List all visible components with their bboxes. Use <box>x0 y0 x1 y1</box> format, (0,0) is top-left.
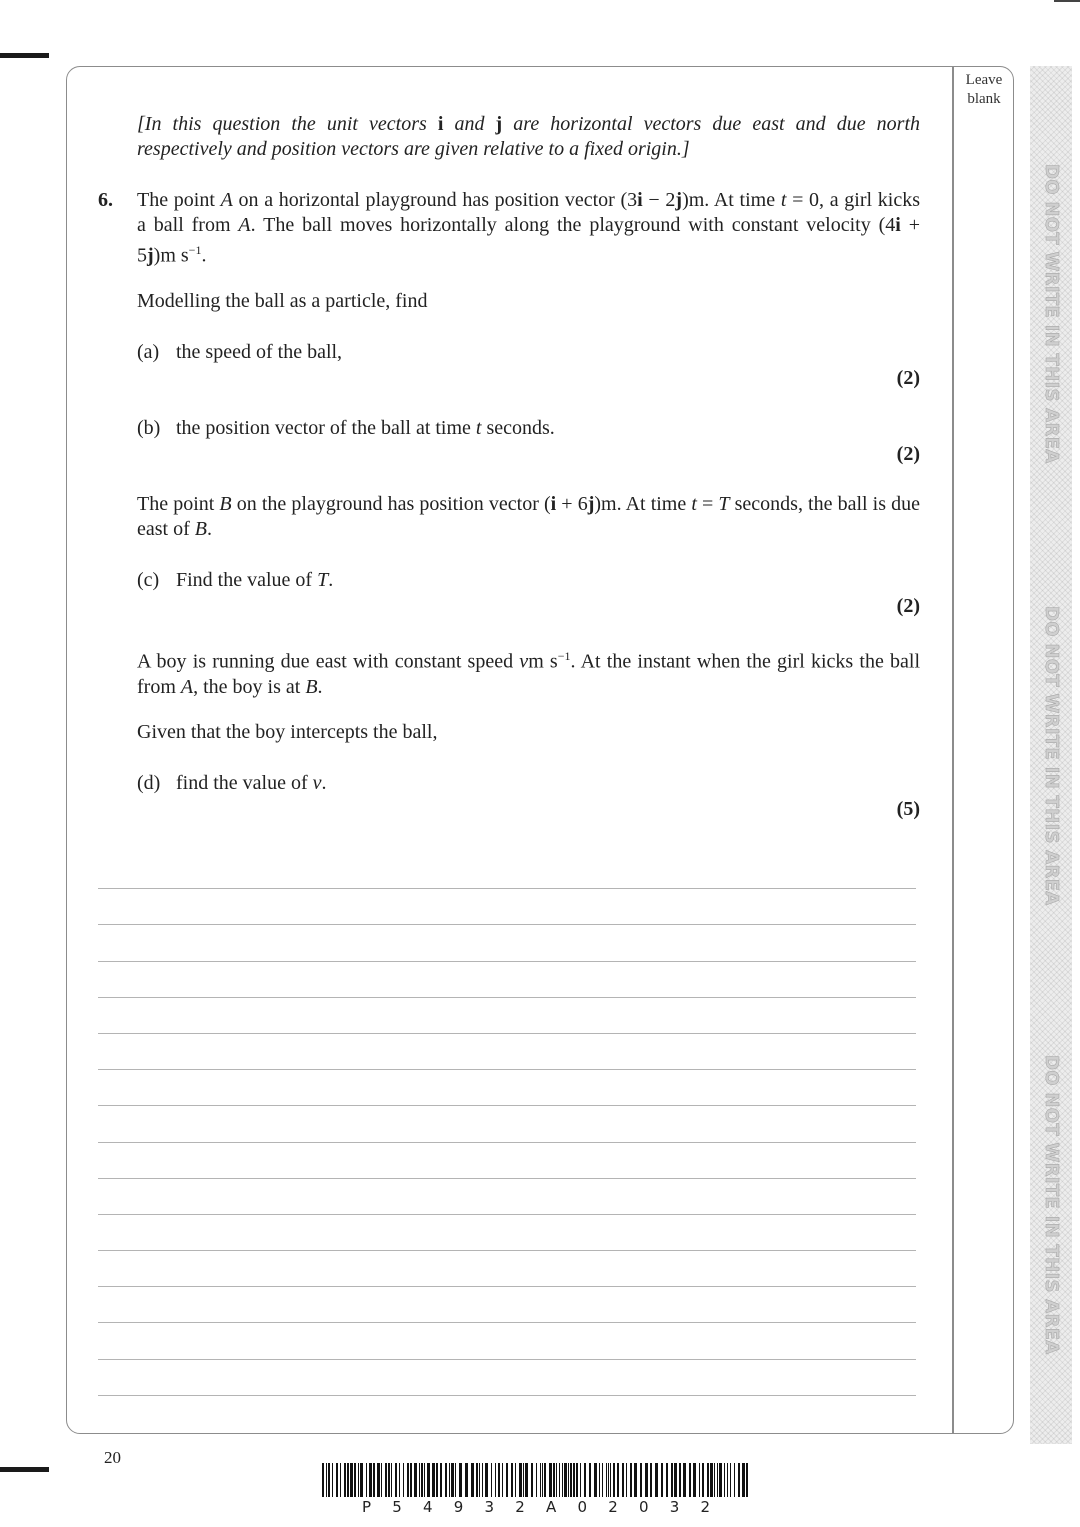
barcode-bar <box>719 1463 722 1497</box>
barcode-bar <box>568 1463 569 1497</box>
barcode-bar <box>724 1463 725 1497</box>
barcode-bar <box>674 1463 677 1497</box>
answer-line[interactable] <box>98 853 916 889</box>
barcode-bar <box>634 1463 637 1497</box>
barcode-bar <box>388 1463 390 1497</box>
do-not-write-warning-3: DO NOT WRITE IN THIS AREA <box>1041 1055 1062 1355</box>
barcode-bar <box>326 1463 327 1497</box>
barcode-bar <box>689 1463 691 1497</box>
barcode <box>322 1463 750 1497</box>
barcode-bar <box>573 1463 575 1497</box>
barcode-bar <box>622 1463 624 1497</box>
barcode-bar <box>542 1463 543 1497</box>
barcode-bar <box>414 1463 417 1497</box>
barcode-bar <box>564 1463 567 1497</box>
barcode-bar <box>602 1463 603 1497</box>
barcode-bar <box>502 1463 503 1497</box>
barcode-bar <box>485 1463 488 1497</box>
barcode-bar <box>608 1463 609 1497</box>
part-a: (a) the speed of the ball, <box>137 341 343 363</box>
barcode-bar <box>482 1463 483 1497</box>
barcode-bar <box>640 1463 642 1497</box>
barcode-bar <box>369 1463 372 1497</box>
barcode-bar <box>340 1463 341 1497</box>
barcode-bar <box>746 1463 748 1497</box>
barcode-bar <box>540 1463 541 1497</box>
barcode-bar <box>661 1463 663 1497</box>
barcode-bar <box>495 1463 496 1497</box>
barcode-bar <box>693 1463 696 1497</box>
barcode-bar <box>491 1463 492 1497</box>
barcode-bar <box>584 1463 586 1497</box>
answer-line[interactable] <box>98 1251 916 1287</box>
barcode-bar <box>544 1463 546 1497</box>
barcode-bar <box>536 1463 537 1497</box>
point-b-statement: The point B on the playground has position vector (i + 6j)m. At time t = T seconds, the ball is due east of B. <box>137 493 921 540</box>
barcode-bar <box>717 1463 718 1497</box>
barcode-bar <box>727 1463 728 1497</box>
barcode-bar <box>399 1463 400 1497</box>
barcode-bar <box>366 1463 367 1497</box>
barcode-bar <box>407 1463 409 1497</box>
barcode-bar <box>519 1463 522 1497</box>
barcode-bar <box>445 1463 447 1497</box>
barcode-bar <box>427 1463 430 1497</box>
barcode-bar <box>403 1463 404 1497</box>
barcode-bar <box>594 1463 597 1497</box>
barcode-bar <box>360 1463 363 1497</box>
barcode-bar <box>710 1463 713 1497</box>
answer-line[interactable] <box>98 1179 916 1215</box>
barcode-bar <box>610 1463 611 1497</box>
barcode-bar <box>336 1463 338 1497</box>
boy-statement: A boy is running due east with constant speed vm $s^{-1}$. At the instant when the girl kicks the ball from A, the boy is at B. <box>137 649 921 698</box>
answer-line[interactable] <box>98 962 916 998</box>
answer-line[interactable] <box>98 925 916 961</box>
marks-part-a: (2) <box>896 367 920 389</box>
barcode-bar <box>523 1463 524 1497</box>
barcode-bar <box>599 1463 600 1497</box>
barcode-bar <box>424 1463 425 1497</box>
barcode-bar <box>459 1463 462 1497</box>
answer-line[interactable] <box>98 998 916 1034</box>
barcode-bar <box>455 1463 456 1497</box>
barcode-bar <box>449 1463 450 1497</box>
part-d: (d) find the value of v. <box>137 772 327 794</box>
barcode-bar <box>515 1463 516 1497</box>
barcode-bar <box>666 1463 668 1497</box>
do-not-write-warning-1: DO NOT WRITE IN THIS AREA <box>1041 164 1062 464</box>
given-statement: Given that the boy intercepts the ball, <box>137 721 438 743</box>
part-c: (c) Find the value of T. <box>137 569 334 591</box>
barcode-bar <box>328 1463 330 1497</box>
barcode-bar <box>511 1463 513 1497</box>
barcode-bar <box>655 1463 658 1497</box>
barcode-bar <box>410 1463 412 1497</box>
barcode-bar <box>580 1463 581 1497</box>
barcode-bar <box>617 1463 619 1497</box>
barcode-bar <box>570 1463 572 1497</box>
barcode-bar <box>531 1463 533 1497</box>
barcode-bar <box>421 1463 423 1497</box>
barcode-bar <box>391 1463 392 1497</box>
barcode-bar <box>645 1463 648 1497</box>
leave-blank-label: Leave blank <box>965 72 1003 107</box>
barcode-bar <box>385 1463 387 1497</box>
barcode-bar <box>440 1463 442 1497</box>
barcode-bar <box>476 1463 478 1497</box>
answer-line[interactable] <box>98 1215 916 1251</box>
barcode-bar <box>702 1463 704 1497</box>
barcode-text: P 5 4 9 3 2 A 0 2 0 3 2 <box>362 1498 710 1516</box>
barcode-bar <box>679 1463 681 1497</box>
marks-part-b: (2) <box>896 443 920 465</box>
barcode-bar <box>671 1463 673 1497</box>
barcode-bar <box>606 1463 607 1497</box>
barcode-bar <box>734 1463 735 1497</box>
answer-line[interactable] <box>98 1034 916 1070</box>
barcode-bar <box>358 1463 359 1497</box>
barcode-bar <box>699 1463 700 1497</box>
barcode-bar <box>506 1463 508 1497</box>
question-stem: The point A on a horizontal playground has position vector (3i − 2j)m. At time t = 0, a girl kicks a ball from A. The ball moves horizontally along the playground with constant velocity (4i + 5j)m $s^{-1}$. <box>137 189 920 267</box>
answer-line[interactable] <box>98 1287 916 1323</box>
barcode-bar <box>742 1463 745 1497</box>
barcode-bar <box>738 1463 740 1497</box>
top-corner-rule <box>1054 0 1080 2</box>
barcode-bar <box>630 1463 632 1497</box>
barcode-bar <box>373 1463 375 1497</box>
barcode-bar <box>562 1463 563 1497</box>
barcode-bar <box>559 1463 560 1497</box>
answer-line[interactable] <box>98 1323 916 1359</box>
page-number: 20 <box>104 1448 121 1467</box>
barcode-bar <box>344 1463 346 1497</box>
part-b: (b) the position vector of the ball at time t seconds. <box>137 417 555 439</box>
barcode-bar <box>479 1463 480 1497</box>
barcode-bar <box>683 1463 686 1497</box>
modelling-instruction: Modelling the ball as a particle, find <box>137 290 428 312</box>
answer-line[interactable] <box>98 1143 916 1179</box>
barcode-bar <box>549 1463 552 1497</box>
barcode-bar <box>576 1463 578 1497</box>
barcode-bar <box>730 1463 731 1497</box>
barcode-bar <box>395 1463 397 1497</box>
barcode-bar <box>322 1463 324 1497</box>
barcode-bar <box>556 1463 557 1497</box>
barcode-bar <box>350 1463 353 1497</box>
margin-divider <box>952 67 954 1433</box>
barcode-bar <box>553 1463 555 1497</box>
barcode-bar <box>626 1463 627 1497</box>
barcode-bar <box>451 1463 454 1497</box>
answer-line[interactable] <box>98 1070 916 1106</box>
barcode-bar <box>347 1463 349 1497</box>
barcode-bar <box>525 1463 528 1497</box>
intro-note: [In this question the unit vectors i and j are horizontal vectors due east and due north respectively and position vectors are given relative to a fixed origin.] <box>137 113 920 160</box>
barcode-bar <box>381 1463 382 1497</box>
registration-mark-bottom <box>0 1467 49 1472</box>
marks-part-c: (2) <box>896 595 920 617</box>
barcode-bar <box>707 1463 709 1497</box>
question-number: 6. <box>98 189 113 211</box>
barcode-bar <box>354 1463 356 1497</box>
barcode-bar <box>377 1463 380 1497</box>
barcode-bar <box>432 1463 435 1497</box>
barcode-bar <box>498 1463 500 1497</box>
answer-line[interactable] <box>98 1106 916 1142</box>
barcode-bar <box>436 1463 438 1497</box>
barcode-bar <box>471 1463 474 1497</box>
barcode-bar <box>465 1463 468 1497</box>
barcode-bar <box>714 1463 715 1497</box>
barcode-bar <box>613 1463 615 1497</box>
answer-line[interactable] <box>98 1360 916 1396</box>
answer-lines[interactable] <box>98 853 916 1396</box>
registration-mark-top <box>0 53 49 58</box>
do-not-write-warning-2: DO NOT WRITE IN THIS AREA <box>1041 606 1062 906</box>
barcode-bar <box>650 1463 652 1497</box>
barcode-bar <box>589 1463 591 1497</box>
marks-part-d: (5) <box>896 798 920 820</box>
answer-line[interactable] <box>98 889 916 925</box>
barcode-bar <box>332 1463 333 1497</box>
barcode-bar <box>419 1463 420 1497</box>
